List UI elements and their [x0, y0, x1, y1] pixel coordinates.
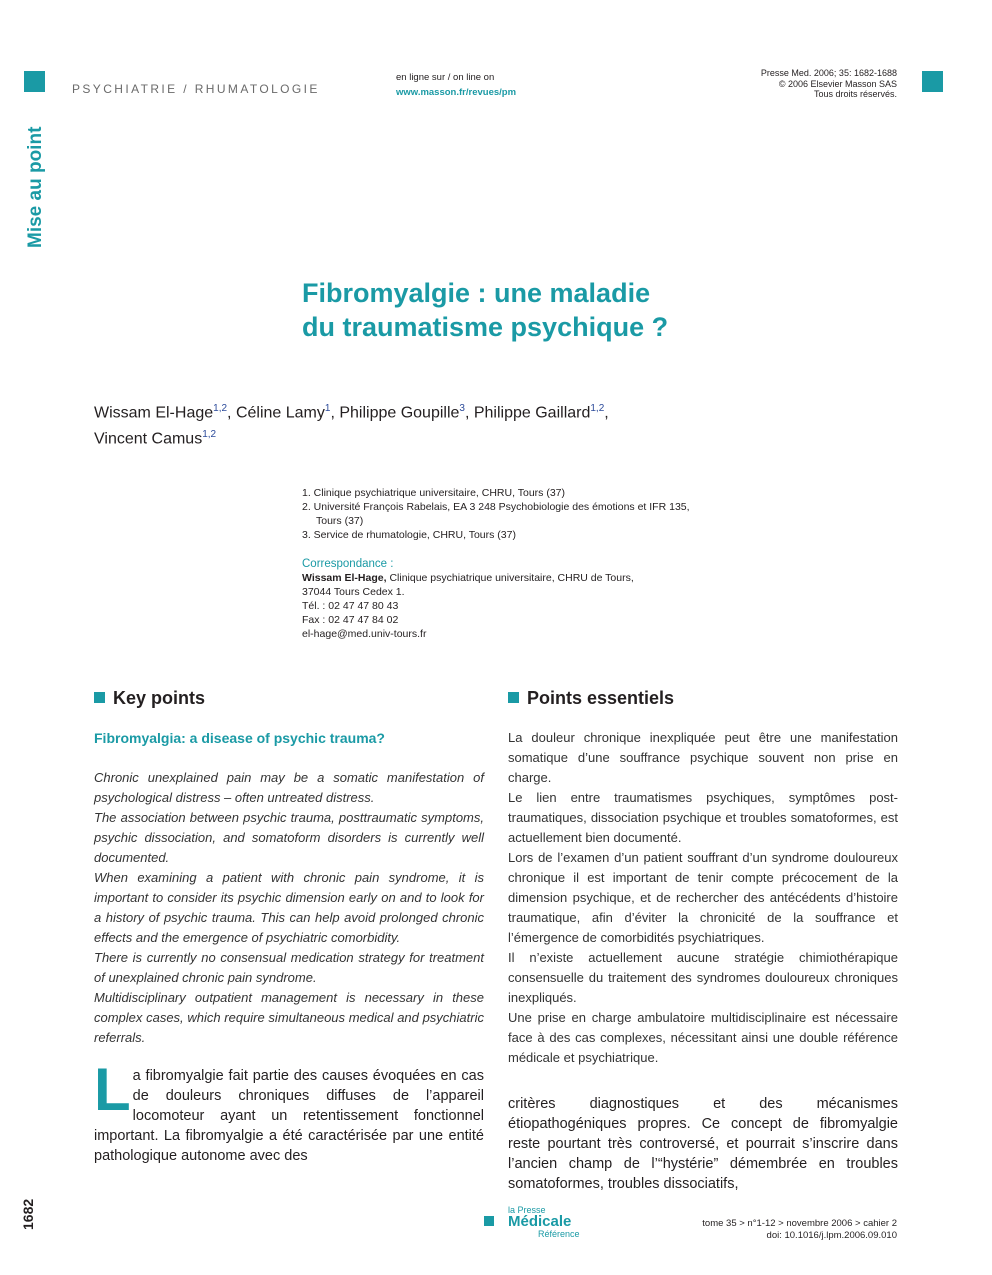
point-essentiel: Le lien entre traumatismes psychiques, symptômes post-traumatiques, dissociation psychique et troubles somatoformes, est actuellement bien documenté. — [508, 790, 898, 845]
correspondence-address: Clinique psychiatrique universitaire, CHRU de Tours, — [386, 572, 634, 584]
drop-cap: L — [94, 1056, 131, 1123]
key-points-column — [94, 686, 484, 1048]
correspondence-tel: Tél. : 02 47 47 80 43 — [302, 600, 399, 612]
points-essentiels-heading-text: Points essentiels — [527, 688, 675, 708]
body-paragraph: critères diagnostiques et des mécanismes étiopathogéniques propres. Ce concept de fibromyalgie reste pourtant très controversé, et pourrait s’inscrire dans l’ancien champ de l’“hystérie” démembrée en troubles somatoformes, troubles dissociatifs, — [508, 1096, 898, 1192]
online-label: en ligne sur / on line on — [396, 72, 495, 83]
page-number: 1682 — [20, 1198, 36, 1230]
points-essentiels-heading — [508, 686, 898, 710]
logo-main: Médicale — [508, 1213, 572, 1230]
key-points-heading — [94, 686, 484, 710]
point-essentiel: Il n’existe actuellement aucune stratégie chimiothérapique consensuelle du traitement des syndromes douloureux chroniques inexpliqués. — [508, 950, 898, 1005]
affiliation-item: 3. Service de rhumatologie, CHRU, Tours (37) — [302, 529, 516, 541]
authors: Wissam El-Hage$^{1,2}$, Céline Lamy$^1$, Philippe Goupille$^3$, Philippe Gaillard$^{1,2}$, Vincent Camus$^{1,2}$ — [94, 403, 609, 448]
body-column-left — [94, 1056, 484, 1166]
author-name: Philippe Gaillard — [473, 404, 591, 422]
body-text-left: a fibromyalgie fait partie des causes évoquées en cas de douleurs chroniques diffuses de l’appareil locomoteur ayant un retentissement fonctionnel important. La fibromyalgie a été caractérisée par une entité pathologique autonome avec des — [94, 1068, 484, 1164]
key-point: Chronic unexplained pain may be a somatic manifestation of psychological distress – often untreated distress. — [94, 770, 484, 805]
article-title — [302, 276, 802, 344]
key-point: Multidisciplinary outpatient management is necessary in these complex cases, which require simultaneous medical and psychiatric referrals. — [94, 990, 484, 1045]
author-affiliation: 1 — [324, 403, 331, 414]
author-name: Vincent Camus — [94, 430, 203, 448]
logo-top: la Presse — [508, 1205, 546, 1215]
side-label: Mise au point — [25, 126, 46, 248]
journal-citation: Presse Med. 2006; 35: 1682-1688 — [760, 68, 897, 78]
key-points-subtitle: Fibromyalgia: a disease of psychic trauma? — [94, 730, 385, 746]
title-line-2: du traumatisme psychique ? — [302, 312, 669, 342]
points-essentiels-column — [508, 686, 898, 1068]
point-essentiel: La douleur chronique inexpliquée peut être une manifestation somatique d’une souffrance psychique souvent non prise en charge. — [508, 730, 898, 785]
author-affiliation: 1,2 — [213, 403, 228, 414]
author-name: Wissam El-Hage — [94, 404, 214, 422]
affiliations — [302, 486, 702, 542]
author-affiliation: 1,2 — [202, 429, 217, 441]
point-essentiel: Une prise en charge ambulatoire multidisciplinaire est nécessaire face à des cas complexes, nécessitant ainsi une double référence médicale et psychiatrique. — [508, 1010, 898, 1065]
correspondence-heading: Correspondance : — [302, 558, 394, 570]
author-name: Céline Lamy — [235, 404, 325, 422]
affiliation-item: 1. Clinique psychiatrique universitaire, CHRU, Tours (37) — [302, 487, 565, 499]
issue-info: tome 35 > n°1-12 > novembre 2006 > cahier 2 — [702, 1218, 897, 1229]
footer-reference — [702, 1218, 897, 1242]
key-point: There is currently no consensual medication strategy for treatment of unexplained chronic pain syndrome. — [94, 950, 484, 985]
point-essentiel: Lors de l’examen d’un patient souffrant d’un syndrome douloureux chronique il est important de tenir compte précocement de la dimension psychique, et de rechercher des antécédents d’histoire traumatique, afin d’éviter la chronicité de la souffrance et l’émergence de comorbidités psychiatriques. — [508, 850, 898, 945]
square-bullet-icon — [508, 692, 519, 703]
corner-square-right — [922, 71, 943, 92]
square-bullet-icon — [94, 692, 105, 703]
author-affiliation: 1,2 — [590, 403, 605, 414]
rights: Tous droits réservés. — [813, 89, 897, 99]
copyright: © 2006 Elsevier Masson SAS — [778, 78, 897, 89]
key-points-heading-text: Key points — [113, 688, 206, 708]
logo-square-icon — [484, 1216, 494, 1226]
correspondence-fax: Fax : 02 47 47 84 02 — [302, 614, 399, 626]
doi: doi: 10.1016/j.lpm.2006.09.010 — [766, 1230, 897, 1241]
author-name: Philippe Goupille — [339, 404, 460, 422]
journal-logo — [484, 1205, 580, 1239]
key-point: The association between psychic trauma, posttraumatic symptoms, psychic dissociation, and somatoform disorders is currently well documented. — [94, 810, 484, 865]
title-line-1: Fibromyalgie : une maladie — [302, 278, 651, 308]
journal-reference — [761, 68, 897, 100]
corner-square-left — [24, 71, 45, 92]
online-info — [396, 70, 516, 100]
correspondence — [302, 557, 702, 641]
section-label: PSYCHIATRIE / RHUMATOLOGIE — [72, 82, 320, 96]
author-affiliation: 3 — [459, 403, 465, 414]
online-url[interactable]: www.masson.fr/revues/pm — [396, 87, 517, 98]
correspondence-email[interactable]: el-hage@med.univ-tours.fr — [302, 628, 427, 640]
body-column-right — [508, 1094, 898, 1194]
logo-sub: Référence — [538, 1229, 580, 1239]
correspondence-city: 37044 Tours Cedex 1. — [302, 586, 405, 598]
key-point: When examining a patient with chronic pain syndrome, it is important to consider its psychic dimension early on and to look for a history of psychic trauma. This can help avoid prolonged chronic effects and the emergence of psychiatric comorbidity. — [94, 870, 484, 945]
correspondence-name: Wissam El-Hage, — [302, 572, 387, 584]
affiliation-item: 2. Université François Rabelais, EA 3 248 Psychobiologie des émotions et IFR 135, Tours (37) — [302, 501, 690, 527]
body-paragraph — [94, 1056, 484, 1166]
